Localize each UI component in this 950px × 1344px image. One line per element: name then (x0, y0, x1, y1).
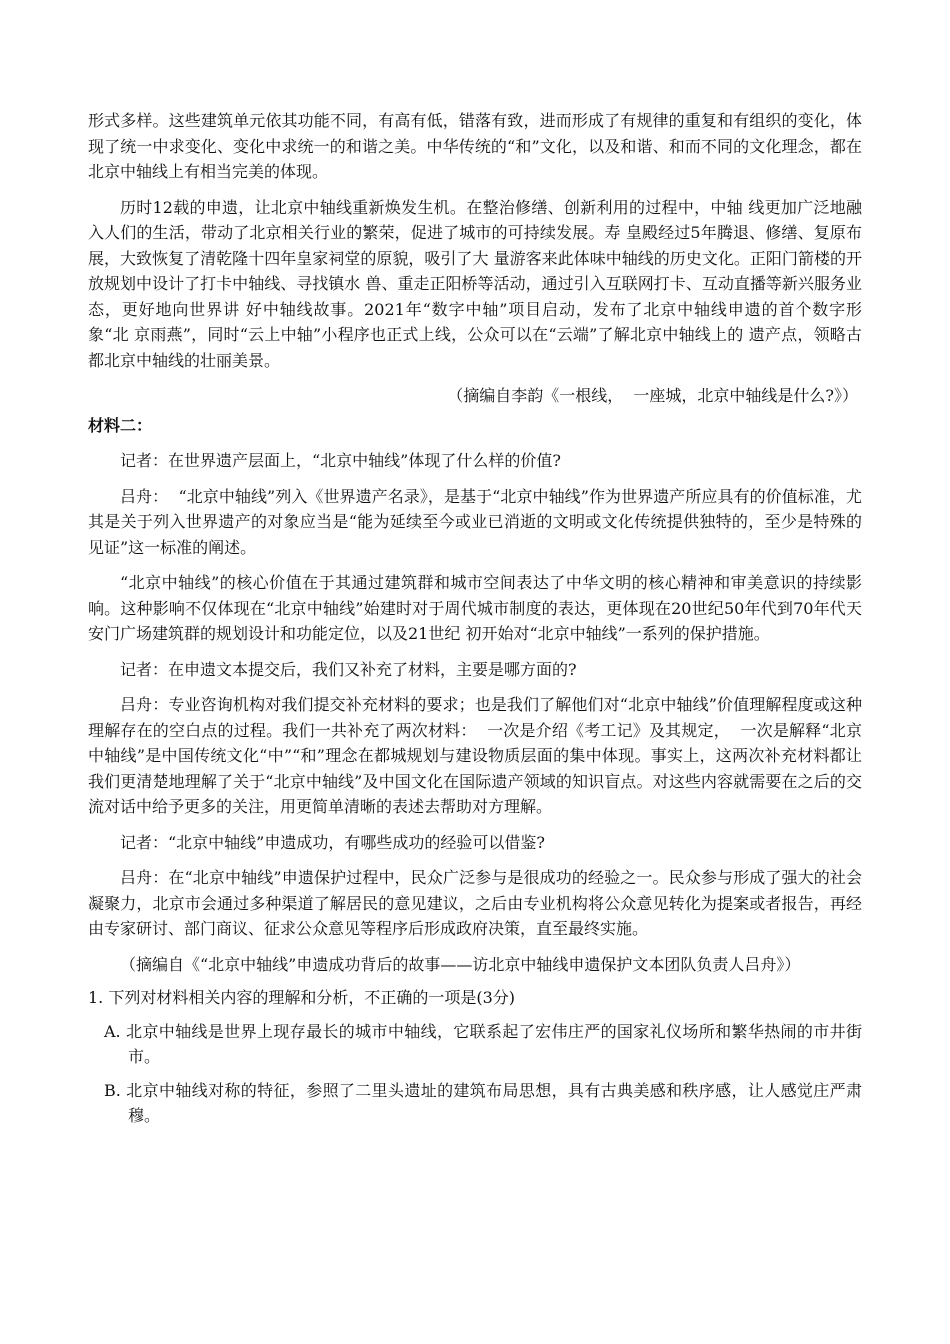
document-page (88, 108, 862, 1129)
material2-source: （摘编自《“北京中轴线”申遗成功背后的故事——访北京中轴线申遗保护文本团队负责人吕舟》） (120, 954, 801, 974)
lvzhou-answer-2: 吕舟：专业咨询机构对我们提交补充材料的要求；也是我们了解他们对“北京中轴线”价值理解程度或这种理解存在的空白点的过程。我们一共补充了两次材料： 一次是介绍《考工记》及其规定， 一次是解释“北京中轴线”是中国传统文化“中”“和”理念在都城规划与建设物质层面的集中体现。事实上，这两次补充材料都让我们更清楚地理解了关于“北京中轴线”及中国文化在国际遗产领域的知识盲点。对这些内容就需要在之后的交流对话中给予更多的关注，用更简单清晰的表述去帮助对方理解。 (88, 695, 862, 816)
reporter-question-3: 记者：“北京中轴线”申遗成功，有哪些成功的经验可以借鉴? (120, 832, 545, 852)
material1-paragraph-continued: 形式多样。这些建筑单元依其功能不同，有高有低，错落有致，进而形成了有规律的重复和有组织的变化，体现了统一中求变化、变化中求统一的和谐之美。中华传统的“和”文化，以及和谐、和而不同的文化理念，都在北京中轴线上有相当完美的体现。 (88, 111, 862, 181)
question-1-option-b: B. 北京中轴线对称的特征，参照了二里头遗址的建筑布局思想，具有古典美感和秩序感，让人感觉庄严肃穆。 (104, 1080, 862, 1125)
material1-source: （摘编自李韵《一根线， 一座城，北京中轴线是什么?》） (447, 386, 858, 405)
lvzhou-answer-1: 吕舟： “北京中轴线”列入《世界遗产名录》，是基于“北京中轴线”作为世界遗产所应具有的价值标准，尤其是关于列入世界遗产的对象应当是“能为延续至今或业已消逝的文明或文化传统提供独特的，至少是特殊的见证”这一标准的阐述。 (88, 486, 862, 557)
material2-heading: 材料二： (88, 415, 153, 435)
reporter-question-2: 记者：在申遗文本提交后，我们又补充了材料，主要是哪方面的? (120, 659, 577, 679)
question-1-option-a: A. 北京中轴线是世界上现存最长的城市中轴线，它联系起了宏伟庄严的国家礼仪场所和繁华热闹的市井街市。 (104, 1021, 862, 1066)
question-1-stem: 1. 下列对材料相关内容的理解和分析，不正确的一项是(3分) (88, 988, 516, 1007)
reporter-question-1: 记者：在世界遗产层面上，“北京中轴线”体现了什么样的价值? (120, 451, 561, 470)
material1-paragraph-2: 历时12载的申遗，让北京中轴线重新焕发生机。在整治修缮、创新利用的过程中，中轴 线更加广泛地融入人们的生活，带动了北京相关行业的繁荣，促进了城市的可持续发展。寿 皇殿经过5年腾退、修缮、复原布展，大致恢复了清乾隆十四年皇家祠堂的原貌，吸引了大 量游客来此体味中轴线的历史文化。正阳门箭楼的开放规划中设计了打卡中轴线、寻找镇水 兽、重走正阳桥等活动，通过引入互联网打卡、互动直播等新兴服务业态，更好地向世界讲 好中轴线故事。2021年“数字中轴”项目启动，发布了北京中轴线申遗的首个数字形象“北 京雨燕”，同时“云上中轴”小程序也正式上线，公众可以在“云端”了解北京中轴线上的 遗产点，领略古都北京中轴线的壮丽美景。 (88, 197, 862, 370)
lvzhou-answer-3: 吕舟：在“北京中轴线”申遗保护过程中，民众广泛参与是很成功的经验之一。民众参与形成了强大的社会凝聚力，北京市会通过多种渠道了解居民的意见建议，之后由专业机构将公众意见转化为提案或者报告，再经由专家研讨、部门商议、征求公众意见等程序后形成政府决策，直至最终实施。 (88, 868, 862, 938)
lvzhou-answer-1-continued: “北京中轴线”的核心价值在于其通过建筑群和城市空间表达了中华文明的核心精神和审美意识的持续影响。这种影响不仅体现在“北京中轴线”始建时对于周代城市制度的表达，更体现在20世纪50年代到70年代天安门广场建筑群的规划设计和功能定位，以及21世纪 初开始对“北京中轴线”一系列的保护措施。 (88, 573, 862, 643)
